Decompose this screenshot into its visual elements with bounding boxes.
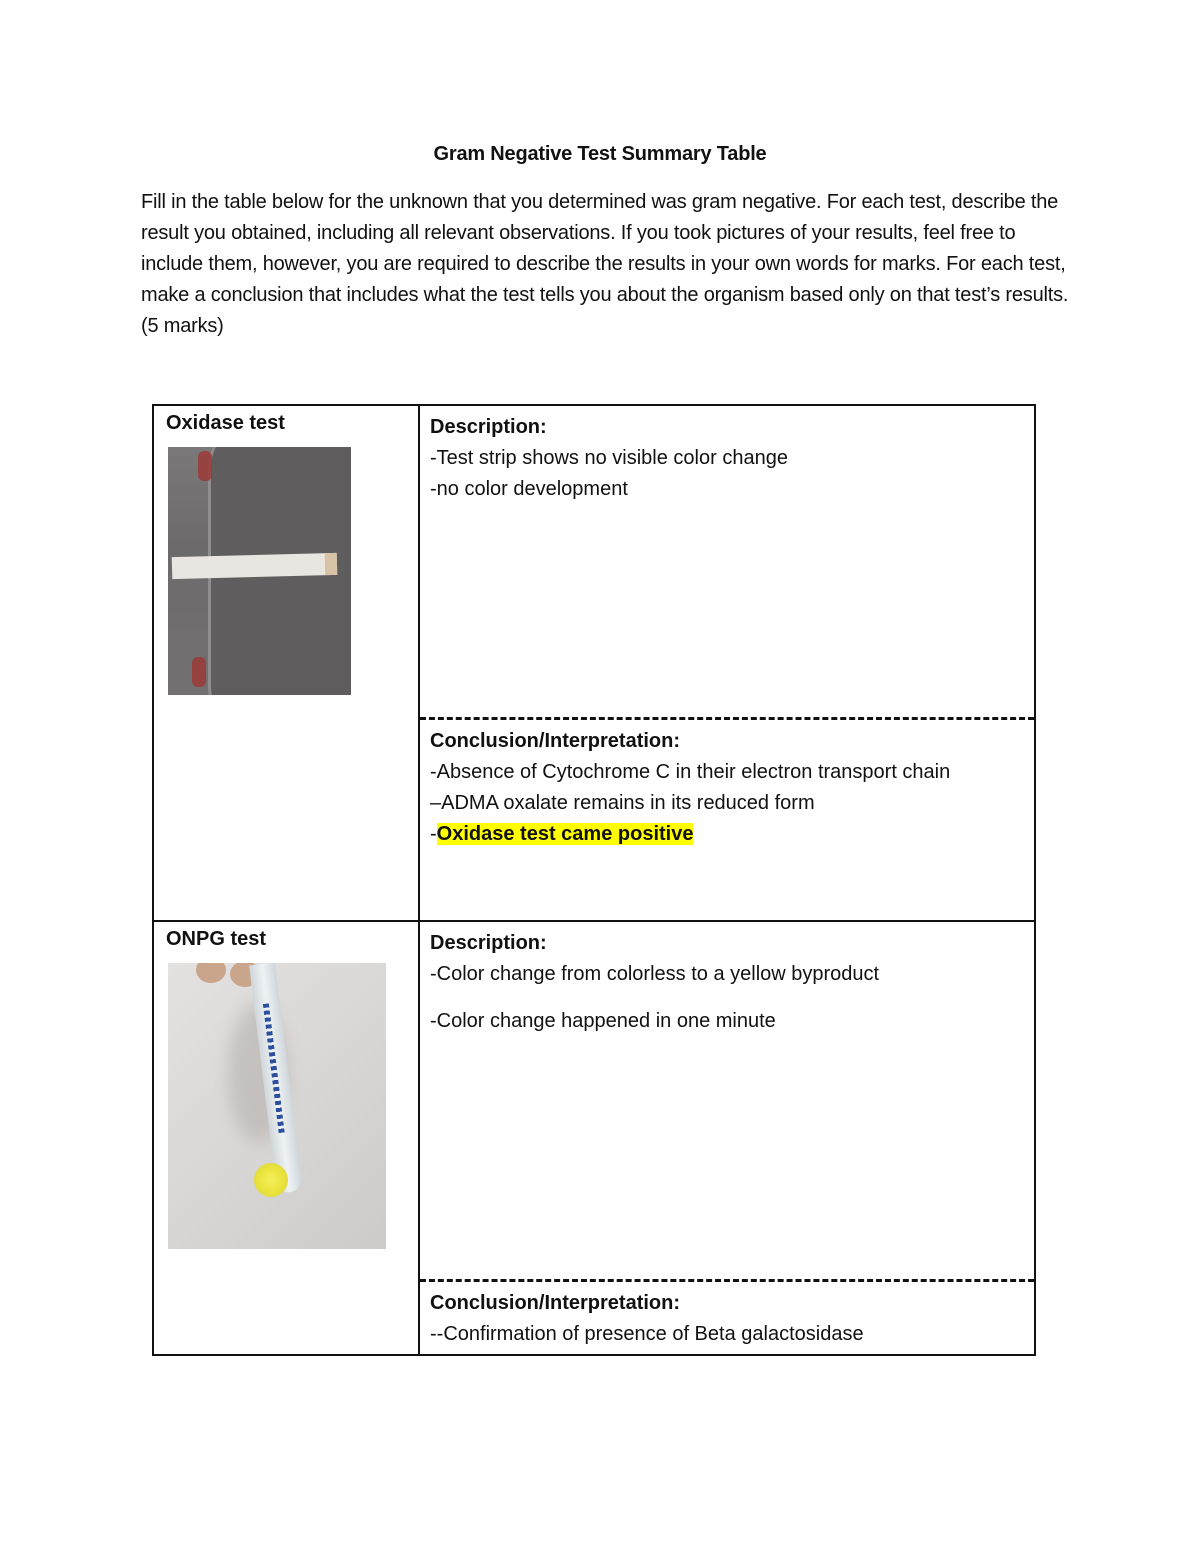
- oxidase-description-heading: Description:: [430, 416, 547, 438]
- oxidase-result-cell: [419, 405, 1035, 921]
- onpg-conclusion-line: --Confirmation of presence of Beta galactosidase: [430, 1323, 864, 1345]
- onpg-label-cell: [153, 921, 419, 1355]
- oxidase-test-photo: [168, 447, 351, 695]
- instructions-paragraph: Fill in the table below for the unknown that you determined was gram negative. For each test, describe the result you obtained, including all relevant observations. If you took pictures of your results, feel free to include them, however, you are required to describe the results in your own words for marks. For each test, make a conclusion that includes what the test tells you about the organism based only on that test’s results. (5 marks): [141, 191, 1069, 337]
- onpg-test-name: ONPG test: [166, 928, 267, 950]
- table-row-onpg: [153, 921, 1035, 1355]
- oxidase-conclusion: [420, 717, 1034, 920]
- onpg-conclusion-heading: Conclusion/Interpretation:: [430, 1292, 680, 1314]
- oxidase-conclusion-line: –ADMA oxalate remains in its reduced form: [430, 792, 815, 814]
- oxidase-label-cell: [153, 405, 419, 921]
- onpg-test-photo: [168, 963, 386, 1249]
- highlighted-conclusion: Oxidase test came positive: [436, 823, 694, 845]
- oxidase-description-line: -Test strip shows no visible color change: [430, 447, 788, 469]
- onpg-conclusion: [420, 1279, 1034, 1354]
- oxidase-conclusion-heading: Conclusion/Interpretation:: [430, 730, 680, 752]
- page-title: Gram Negative Test Summary Table: [433, 143, 767, 165]
- oxidase-test-name: Oxidase test: [166, 412, 285, 434]
- onpg-description-line: -Color change happened in one minute: [430, 1010, 776, 1032]
- oxidase-conclusion-highlight-line: [430, 819, 1024, 850]
- onpg-description-heading: Description:: [430, 932, 547, 954]
- oxidase-description: [420, 406, 1034, 717]
- highlight-prefix: -: [430, 823, 437, 845]
- oxidase-description-line: -no color development: [430, 478, 628, 500]
- oxidase-conclusion-line: -Absence of Cytochrome C in their electron transport chain: [430, 761, 951, 783]
- onpg-description-line: -Color change from colorless to a yellow byproduct: [430, 963, 880, 985]
- onpg-description: [420, 922, 1034, 1279]
- table-row-oxidase: [153, 405, 1035, 921]
- test-summary-table: [152, 404, 1036, 1356]
- onpg-result-cell: [419, 921, 1035, 1355]
